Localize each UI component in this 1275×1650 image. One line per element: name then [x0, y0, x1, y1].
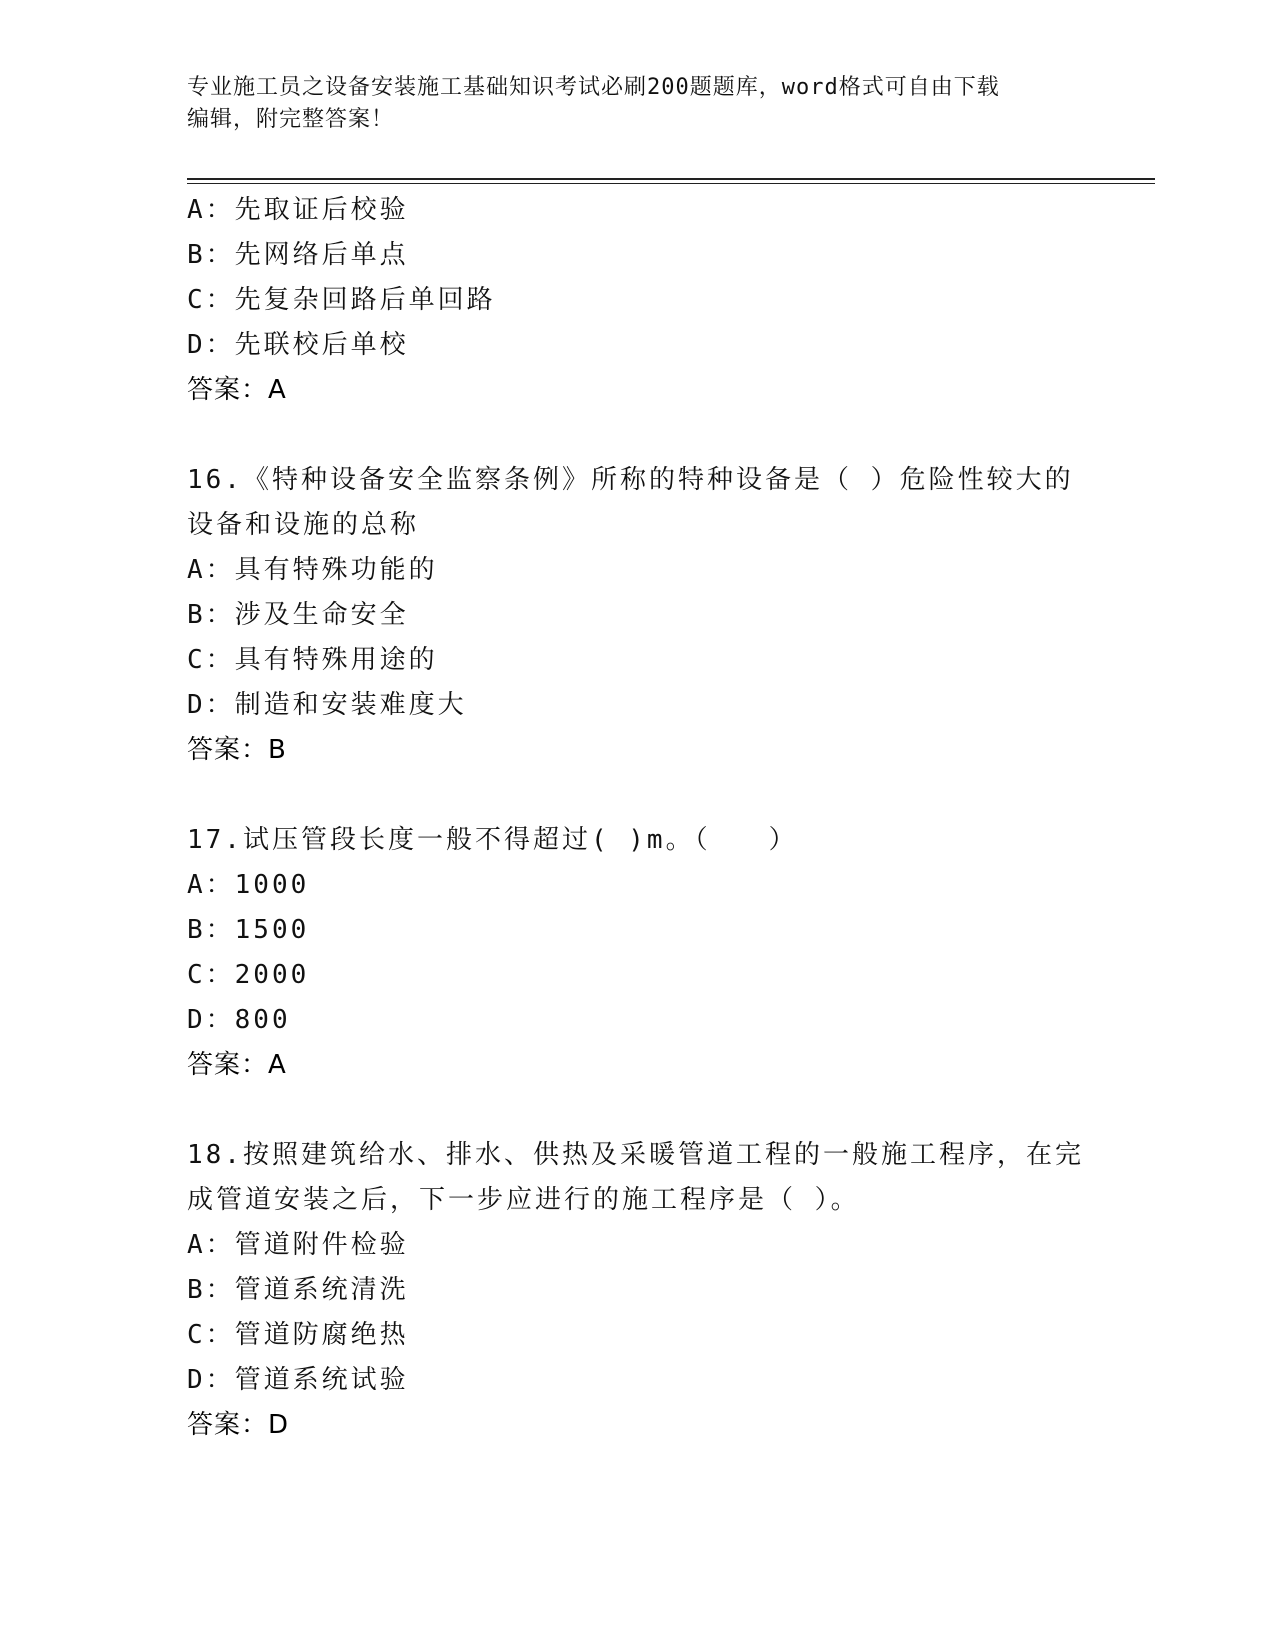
q17-answer: 答案：A	[187, 1050, 287, 1080]
q18-option-c: C：管道防腐绝热	[187, 1320, 409, 1350]
q17-question-line-1: 17.试压管段长度一般不得超过( )m。（ ）	[187, 825, 798, 855]
q18-question-line-2: 成管道安装之后，下一步应进行的施工程序是（ ）。	[187, 1185, 860, 1215]
q16-answer: 答案：B	[187, 735, 287, 765]
q16-option-d: D：制造和安装难度大	[187, 690, 467, 720]
q18-option-d: D：管道系统试验	[187, 1365, 409, 1395]
header-divider-thin	[187, 183, 1155, 184]
q15-option-c: C：先复杂回路后单回路	[187, 285, 496, 315]
q18-answer: 答案：D	[187, 1410, 290, 1440]
header-title-line-1: 专业施工员之设备安装施工基础知识考试必刷200题题库，word格式可自由下载	[187, 75, 1000, 100]
q16-option-b: B：涉及生命安全	[187, 600, 409, 630]
q15-option-a: A：先取证后校验	[187, 195, 409, 225]
header-divider-thick	[187, 178, 1155, 180]
q18-option-a: A：管道附件检验	[187, 1230, 409, 1260]
q17-option-d: D：800	[187, 1005, 291, 1035]
q17-option-c: C：2000	[187, 960, 310, 990]
q15-option-b: B：先网络后单点	[187, 240, 409, 270]
q16-option-c: C：具有特殊用途的	[187, 645, 438, 675]
q16-question-line-1: 16.《特种设备安全监察条例》所称的特种设备是（ ）危险性较大的	[187, 465, 1074, 495]
q15-answer: 答案：A	[187, 375, 287, 405]
q17-option-a: A：1000	[187, 870, 310, 900]
q17-option-b: B：1500	[187, 915, 310, 945]
q18-question-line-1: 18.按照建筑给水、排水、供热及采暖管道工程的一般施工程序，在完	[187, 1140, 1084, 1170]
q16-option-a: A：具有特殊功能的	[187, 555, 438, 585]
q18-option-b: B：管道系统清洗	[187, 1275, 409, 1305]
document-header	[187, 72, 1067, 136]
header-title-line-2: 编辑，附完整答案！	[187, 107, 395, 132]
q16-question-line-2: 设备和设施的总称	[187, 510, 420, 540]
q15-option-d: D：先联校后单校	[187, 330, 409, 360]
